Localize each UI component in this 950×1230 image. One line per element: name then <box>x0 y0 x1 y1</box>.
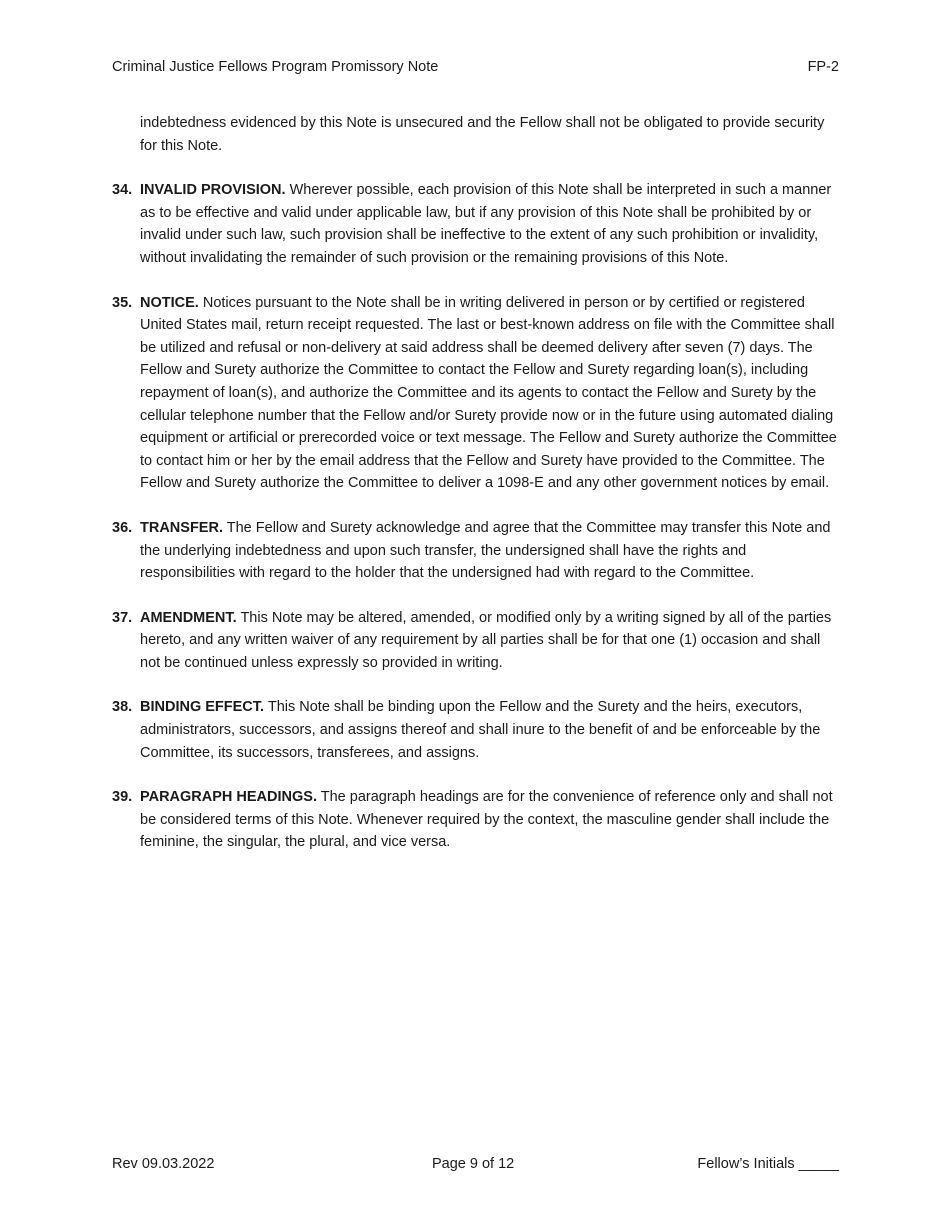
section-heading: TRANSFER. <box>140 519 223 536</box>
section-heading: AMENDMENT. <box>140 609 237 626</box>
page-number: Page 9 of 12 <box>432 1156 515 1172</box>
section-number: 39. <box>112 789 133 806</box>
section-heading: NOTICE. <box>140 294 199 311</box>
section-38 <box>112 696 839 764</box>
section-34 <box>112 179 839 269</box>
section-number: 35. <box>112 294 133 311</box>
section-number: 36. <box>112 519 133 536</box>
section-text: The Fellow and Surety acknowledge and agree that the Committee may transfer this Note and the underlying indebtedness and upon such transfer, the undersigned shall have the rights and responsibilities with regard to the holder that the undersigned had with regard to the Committee. <box>140 519 831 582</box>
section-text: Wherever possible, each provision of this Note shall be interpreted in such a manner as to be effective and valid under applicable law, but if any provision of this Note shall be prohibited by or invalid under such law, such provision shall be ineffective to the extent of any such prohibition or invalidity, without invalidating the remainder of such provision or the remaining provisions of this Note. <box>140 182 832 266</box>
document-body <box>112 112 839 876</box>
section-text: Notices pursuant to the Note shall be in writing delivered in person or by certified or registered United States mail, return receipt requested. The last or best-known address on file with the Committee shall be utilized and refusal or non-delivery at said address shall be deemed delivery after seven (7) days. The Fellow and Surety authorize the Committee to contact the Fellow and Surety regarding loan(s), including repayment of loan(s), and authorize the Committee and its agents to contact the Fellow and Surety by the cellular telephone number that the Fellow and/or Surety provide now or in the future using automated dialing equipment or artificial or prerecorded voice or text message. The Fellow and Surety authorize the Committee to contact him or her by the email address that the Fellow and Surety have provided to the Committee. The Fellow and Surety authorize the Committee to deliver a 1098-E and any other government notices by email. <box>140 294 837 492</box>
section-number: 37. <box>112 609 133 626</box>
continuation-paragraph <box>112 112 839 157</box>
section-heading: BINDING EFFECT. <box>140 699 265 716</box>
continuation-text: indebtedness evidenced by this Note is unsecured and the Fellow shall not be obligated to provide security for this Note. <box>140 115 825 154</box>
fellow-initials-field: Fellow’s Initials _____ <box>697 1156 839 1172</box>
section-number: 34. <box>112 182 133 199</box>
section-36 <box>112 517 839 585</box>
document-title: Criminal Justice Fellows Program Promissory Note <box>112 59 439 75</box>
section-heading: INVALID PROVISION. <box>140 182 286 199</box>
section-heading: PARAGRAPH HEADINGS. <box>140 789 317 806</box>
section-39 <box>112 786 839 854</box>
section-text: The paragraph headings are for the convenience of reference only and shall not be considered terms of this Note. Whenever required by the context, the masculine gender shall include the feminine, the singular, the plural, and vice versa. <box>140 789 833 851</box>
section-35 <box>112 292 839 495</box>
section-text: This Note may be altered, amended, or modified only by a writing signed by all of the parties hereto, and any written waiver of any requirement by all parties shall be for that one (1) occasion and shall not be continued unless expressly so provided in writing. <box>140 609 832 671</box>
section-text: This Note shall be binding upon the Fellow and the Surety and the heirs, executors, administrators, successors, and assigns thereof and shall inure to the benefit of and be enforceable by the Committee, its successors, transferees, and assigns. <box>140 699 821 761</box>
page-header <box>112 57 839 77</box>
revision-date: Rev 09.03.2022 <box>112 1156 215 1172</box>
section-number: 38. <box>112 699 133 716</box>
document-code: FP-2 <box>807 59 839 75</box>
section-37 <box>112 607 839 675</box>
